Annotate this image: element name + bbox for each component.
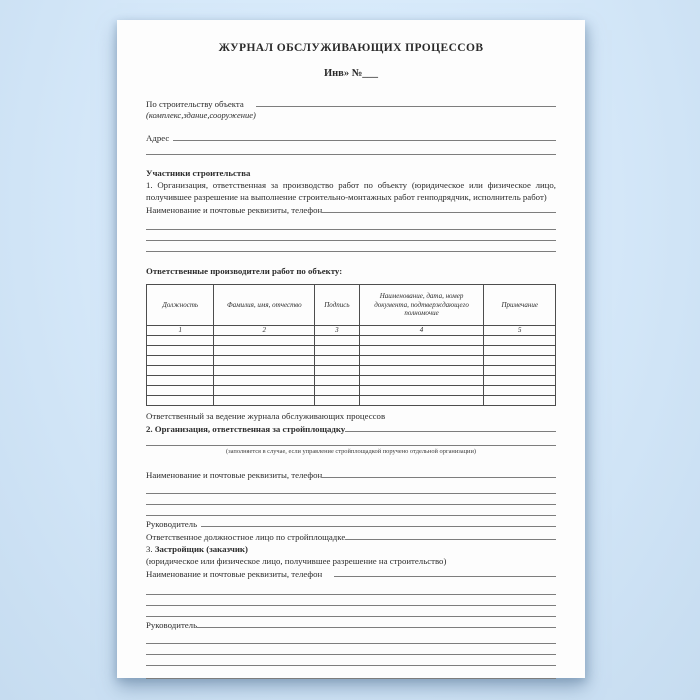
col-number: 1 (147, 326, 214, 336)
journal-keeper-label: Ответственный за ведение журнала обслуживающих процессов (146, 411, 386, 421)
requisites-label-2: Наименование и почтовые реквизиты, телефон (146, 470, 323, 480)
requisites-label-1: Наименование и почтовые реквизиты, телефон (146, 205, 323, 215)
table-row (147, 346, 556, 356)
table-row (147, 336, 556, 346)
col-header-fullname: Фамилия, имя, отчество (214, 285, 315, 326)
section2-head-label: Руководитель (146, 519, 198, 529)
section2-title-row (146, 422, 556, 435)
blank-line (146, 494, 556, 505)
section2-note: (заполняется в случае, если управление стройплощадкой поручено отдельной организации) (226, 448, 476, 455)
section3-title-line (146, 543, 556, 555)
requisites-row-2 (146, 468, 556, 481)
requisites-row-3 (146, 567, 556, 580)
address-blank-line (173, 131, 556, 141)
requisites-blank-line-1 (322, 203, 556, 213)
producers-table-caption: Ответственные производители работ по объекту: (146, 266, 343, 276)
blank-line (146, 435, 556, 446)
section2-blank-line (345, 422, 556, 432)
construction-object-label: По строительству объекта (146, 99, 244, 109)
col-header-note: Примечание (484, 285, 556, 326)
page-title: ЖУРНАЛ ОБСЛУЖИВАЮЩИХ ПРОЦЕССОВ (218, 42, 484, 54)
requisites-blank-line-3 (334, 567, 556, 577)
blank-line (146, 595, 556, 606)
blank-line (146, 230, 556, 241)
table-row (147, 386, 556, 396)
blank-line (146, 483, 556, 494)
paper-form-page (117, 20, 585, 678)
table-row (147, 356, 556, 366)
section3-head-blank-line (197, 618, 556, 628)
col-header-document: Наименование, дата, номер документа, подтверждающего полномочие (359, 285, 484, 326)
section3-head-row (146, 618, 556, 631)
col-number: 4 (359, 326, 484, 336)
section2-title: 2. Организация, ответственная за стройплощадку (146, 424, 346, 434)
col-number: 3 (315, 326, 360, 336)
requisites-label-3: Наименование и почтовые реквизиты, телефон (146, 569, 323, 579)
blank-line (146, 241, 556, 252)
inventory-number-label: Инв» №___ (323, 68, 379, 79)
section2-official-blank-line (345, 530, 556, 540)
construction-object-hint: (комплекс,здание,сооружение) (146, 110, 256, 120)
blank-line (146, 219, 556, 230)
blank-line (146, 644, 556, 655)
requisites-blank-line-2 (322, 468, 556, 478)
table-row (147, 376, 556, 386)
address-row (146, 131, 556, 144)
blank-line (146, 584, 556, 595)
table-header-row (147, 285, 556, 326)
col-number: 2 (214, 326, 315, 336)
col-header-position: Должность (147, 285, 214, 326)
blank-line (146, 606, 556, 617)
construction-object-row (146, 97, 556, 110)
section2-head-row (146, 517, 556, 530)
construction-object-blank-line (256, 97, 556, 107)
col-header-signature: Подпись (315, 285, 360, 326)
participants-heading: Участники строительства (146, 168, 251, 178)
address-label: Адрес (146, 133, 170, 143)
section3-subtitle: (юридическое или физическое лицо, получившее разрешение на строительство) (146, 556, 447, 566)
blank-line (146, 655, 556, 666)
address-blank-line-2 (146, 144, 556, 155)
section3-title: Застройщик (заказчик) (154, 544, 248, 554)
col-number: 5 (484, 326, 556, 336)
section2-head-blank-line (201, 517, 556, 527)
table-number-row (147, 326, 556, 336)
blank-line (146, 633, 556, 644)
table-row (147, 366, 556, 376)
section3-number: 3. (146, 544, 153, 554)
blank-line (146, 505, 556, 516)
section2-official-row (146, 530, 556, 543)
section2-official-label: Ответственное должностное лицо по стройплощадке (146, 532, 346, 542)
table-row (147, 396, 556, 406)
producers-table (146, 284, 556, 406)
requisites-row-1 (146, 203, 556, 216)
section3-head-label: Руководитель (146, 620, 198, 630)
participants-item1-text: 1. Организация, ответственная за производство работ по объекту (юридическое или физическое лицо, получившее разрешение на выполнение строительно-монтажных работ генподрядчик, исполнитель работ) (146, 180, 556, 202)
blank-line (146, 668, 556, 679)
